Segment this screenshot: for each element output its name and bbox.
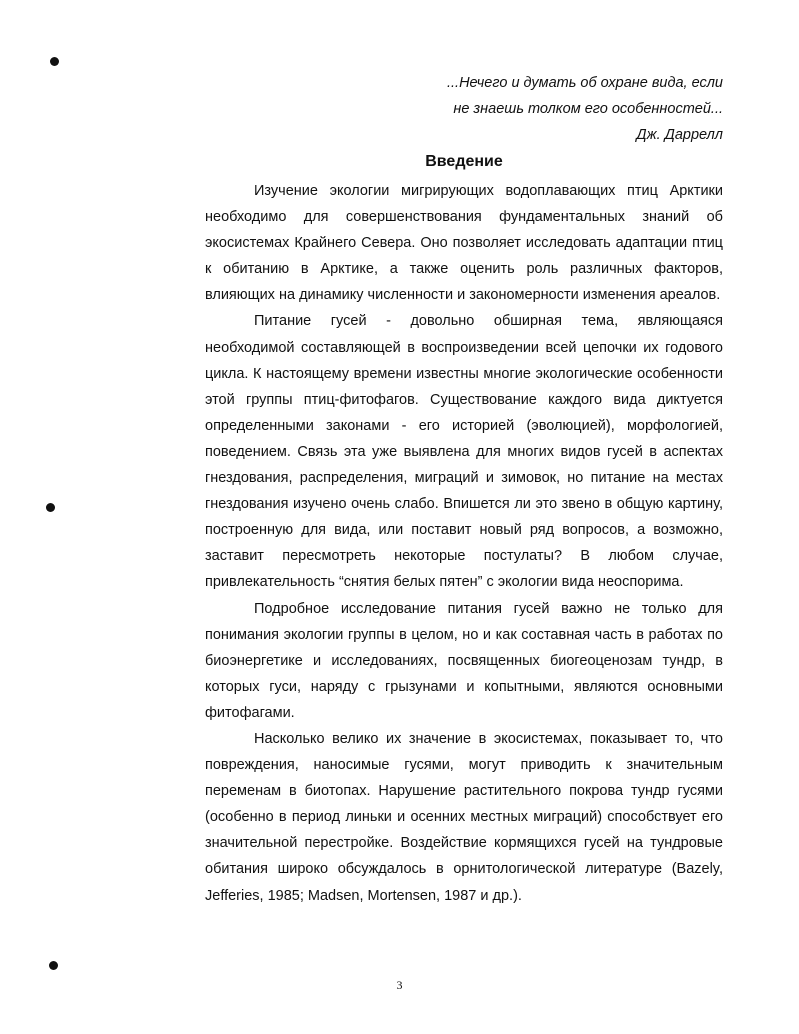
paragraph: Насколько велико их значение в экосистемах, показывает то, что повреждения, наносимые гусями, могут приводить к значительным переменам в биотопах. Нарушение растительного покрова тундр гусями (особенно в период линьки и осенних местных миграций) способствует его значительной перестройке. Воздействие кормящихся гусей на тундровые обитания широко обсуждалось в орнитологической литературе (Bazely, Jefferies, 1985; Madsen, Mortensen, 1987 и др.).	[205, 730, 723, 904]
body-text	[205, 178, 723, 909]
page-number: 3	[396, 978, 403, 992]
paragraph: Питание гусей - довольно обширная тема, являющаяся необходимой составляющей в воспроизведении всей цепочки их годового цикла. К настоящему времени известны многие экологические особенности этой группы птиц-фитофагов. Существование каждого вида диктуется определенными законами - его историей (эволюцией), морфологией, поведением. Связь эта уже выявлена для многих видов гусей в аспектах гнездования, распределения, миграций и зимовок, но питание на местах гнездования изучено очень слабо. Впишется ли это звено в общую картину, построенную для вида, или поставит новый ряд вопросов, а возможно, заставит пересмотреть некоторые постулаты? В любом случае, привлекательность “снятия белых пятен” с экологии вида неоспорима.	[205, 313, 723, 591]
punch-hole-top	[50, 57, 59, 66]
epigraph-author: Дж. Даррелл	[636, 127, 723, 143]
paragraph: Изучение экологии мигрирующих водоплавающих птиц Арктики необходимо для совершенствования фундаментальных знаний об экосистемах Крайнего Севера. Оно позволяет исследовать адаптации птиц к обитанию в Арктике, а также оценить роль различных факторов, влияющих на динамику численности и закономерности изменения ареалов.	[205, 183, 723, 304]
epigraph	[447, 70, 723, 148]
page-title: Введение	[425, 153, 503, 170]
epigraph-line-2: не знаешь толком его особенностей...	[453, 101, 723, 117]
punch-hole-middle	[46, 503, 55, 512]
epigraph-line-1: ...Нечего и думать об охране вида, если	[447, 75, 723, 91]
paragraph: Подробное исследование питания гусей важно не только для понимания экологии группы в целом, но и как составная часть в работах по биоэнергетике и исследованиях, посвященных биогеоценозам тундр, в которых гуси, наряду с грызунами и копытными, являются основными фитофагами.	[205, 600, 723, 721]
punch-hole-bottom	[49, 961, 58, 970]
